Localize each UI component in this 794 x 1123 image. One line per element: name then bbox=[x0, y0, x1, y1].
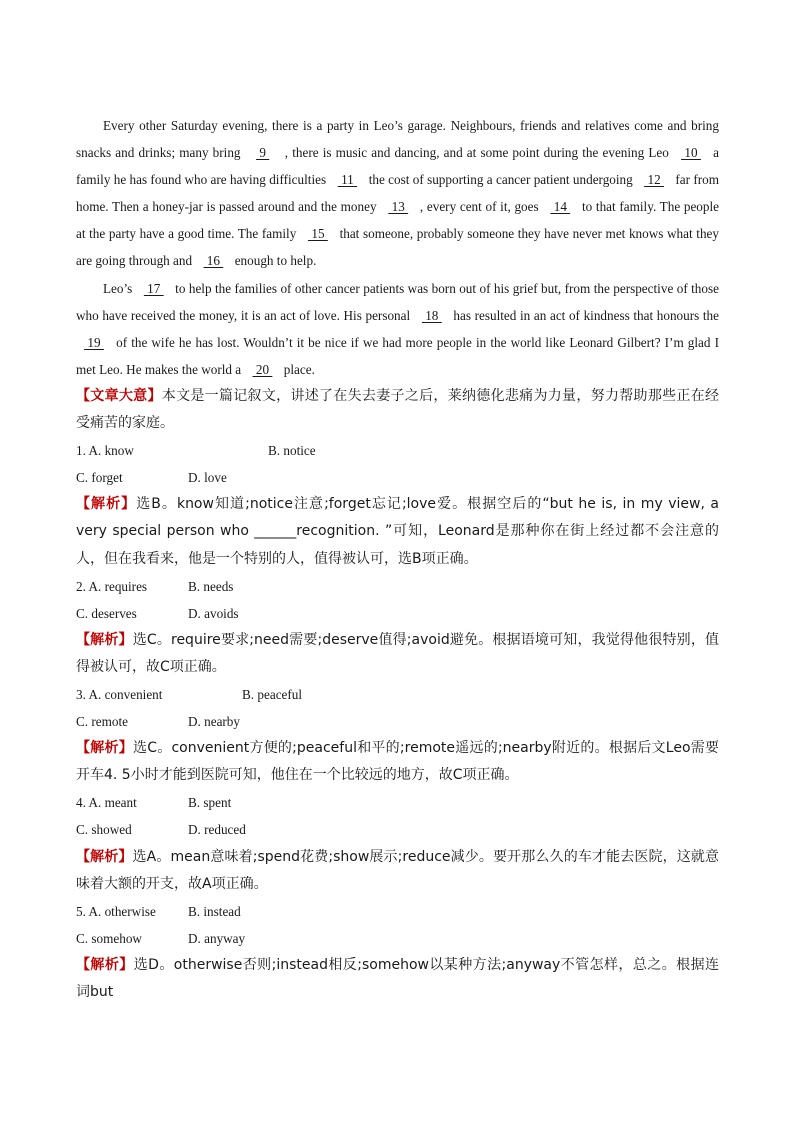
options-row-ab bbox=[76, 898, 719, 925]
analysis-tag: 【解析】 bbox=[76, 740, 133, 757]
analysis bbox=[76, 491, 719, 572]
blank-13: 13 bbox=[388, 199, 409, 215]
summary-tag: 【文章大意】 bbox=[76, 387, 162, 404]
option-b: B. needs bbox=[188, 578, 234, 594]
blank-16: 16 bbox=[203, 253, 224, 269]
summary bbox=[76, 383, 719, 437]
option-d: D. anyway bbox=[188, 930, 246, 946]
option-c: C. remote bbox=[76, 714, 129, 730]
blank-14: 14 bbox=[550, 199, 571, 215]
analysis-text: 选A。mean意味着;spend花费;show展示;reduce减少。要开那么久的车才能去医院，这就意味着大额的开支，故A项正确。 bbox=[76, 848, 719, 892]
blank-19: 19 bbox=[84, 334, 104, 350]
option-a: 1. A. know bbox=[76, 443, 134, 459]
blank-17: 17 bbox=[143, 280, 164, 296]
option-b: B. notice bbox=[268, 443, 316, 459]
option-a: 3. A. convenient bbox=[76, 686, 163, 702]
option-d: D. reduced bbox=[188, 822, 246, 838]
analysis-tag: 【解析】 bbox=[76, 496, 137, 513]
option-b: B. instead bbox=[188, 903, 241, 919]
options-row-cd bbox=[76, 600, 719, 627]
option-a: 4. A. meant bbox=[76, 795, 137, 811]
option-c: C. deserves bbox=[76, 605, 137, 621]
blank-18: 18 bbox=[421, 307, 442, 323]
question-item bbox=[76, 573, 719, 681]
blank-11: 11 bbox=[337, 172, 358, 188]
question-item bbox=[76, 789, 719, 897]
question-item bbox=[76, 681, 719, 789]
options-row-ab bbox=[76, 437, 719, 464]
analysis-text: 选D。otherwise否则;instead相反;somehow以某种方法;anyway不管怎样，总之。根据连词but bbox=[76, 956, 719, 1000]
options-row-cd bbox=[76, 708, 719, 735]
analysis-tag: 【解析】 bbox=[76, 956, 134, 973]
analysis bbox=[76, 844, 719, 898]
summary-text: 本文是一篇记叙文，讲述了在失去妻子之后，莱纳德化悲痛为力量，努力帮助那些正在经受痛苦的家庭。 bbox=[76, 387, 720, 432]
passage-paragraph-2: Leo’s 17 to help the families of other cancer patients was born out of his grief but, from the perspective of those who have received the money, it is an act of love. His personal 18 has resulted in an act of kindness that honours the 19 of the wife he has lost. Wouldn’t it be nice if we had more people in the world like Leonard Gilbert? I’m glad I met Leo. He makes the world a 20 place. bbox=[76, 275, 719, 383]
options-row-cd bbox=[76, 925, 719, 952]
option-c: C. showed bbox=[76, 822, 132, 838]
analysis-text: 选B。know知道;notice注意;forget忘记;love爱。根据空后的“but he is, in my view, a very special person who ______recognition. ”可知，Leonard是那种你在街上经过都不会注意的人，但在我看来，他是一个特别的人，值得被认可，选B项正确。 bbox=[76, 496, 719, 567]
question-item bbox=[76, 437, 719, 572]
option-d: D. love bbox=[188, 470, 227, 486]
analysis bbox=[76, 735, 719, 789]
option-a: 2. A. requires bbox=[76, 578, 148, 594]
analysis-text: 选C。require要求;need需要;deserve值得;avoid避免。根据语境可知，我觉得他很特别，值得被认可，故C项正确。 bbox=[76, 631, 720, 675]
option-c: C. somehow bbox=[76, 930, 142, 946]
option-c: C. forget bbox=[76, 470, 123, 486]
option-d: D. avoids bbox=[188, 605, 239, 621]
options-row-cd bbox=[76, 464, 719, 491]
blank-9: 9 bbox=[256, 145, 270, 161]
blank-15: 15 bbox=[308, 226, 328, 242]
analysis bbox=[76, 952, 719, 1006]
analysis-tag: 【解析】 bbox=[76, 848, 133, 865]
options-row-cd bbox=[76, 816, 719, 843]
option-b: B. peaceful bbox=[242, 686, 303, 702]
option-d: D. nearby bbox=[188, 714, 240, 730]
document-page bbox=[76, 112, 719, 1006]
question-item bbox=[76, 898, 719, 1006]
options-row-ab bbox=[76, 573, 719, 600]
blank-12: 12 bbox=[644, 172, 664, 188]
analysis-tag: 【解析】 bbox=[76, 631, 133, 648]
option-b: B. spent bbox=[188, 795, 232, 811]
question-list bbox=[76, 437, 719, 1006]
options-row-ab bbox=[76, 789, 719, 816]
passage-paragraph-1: Every other Saturday evening, there is a party in Leo’s garage. Neighbours, friends and relatives come and bring snacks and drinks; many bring 9 , there is music and dancing, and at some point during the evening Leo 10 a family he has found who are having difficulties 11 the cost of supporting a cancer patient undergoing 12 far from home. Then a honey-jar is passed around and the money 13 , every cent of it, goes 14 to that family. The people at the party have a good time. The family 15 that someone, probably someone they have never met knows what they are going through and 16 enough to help. bbox=[76, 112, 719, 275]
blank-10: 10 bbox=[681, 145, 701, 161]
analysis-text: 选C。convenient方便的;peaceful和平的;remote遥远的;nearby附近的。根据后文Leo需要开车4. 5小时才能到医院可知，他住在一个比较远的地方，故C项正确。 bbox=[76, 740, 719, 784]
blank-20: 20 bbox=[252, 361, 273, 377]
option-a: 5. A. otherwise bbox=[76, 903, 156, 919]
analysis bbox=[76, 627, 719, 681]
options-row-ab bbox=[76, 681, 719, 708]
